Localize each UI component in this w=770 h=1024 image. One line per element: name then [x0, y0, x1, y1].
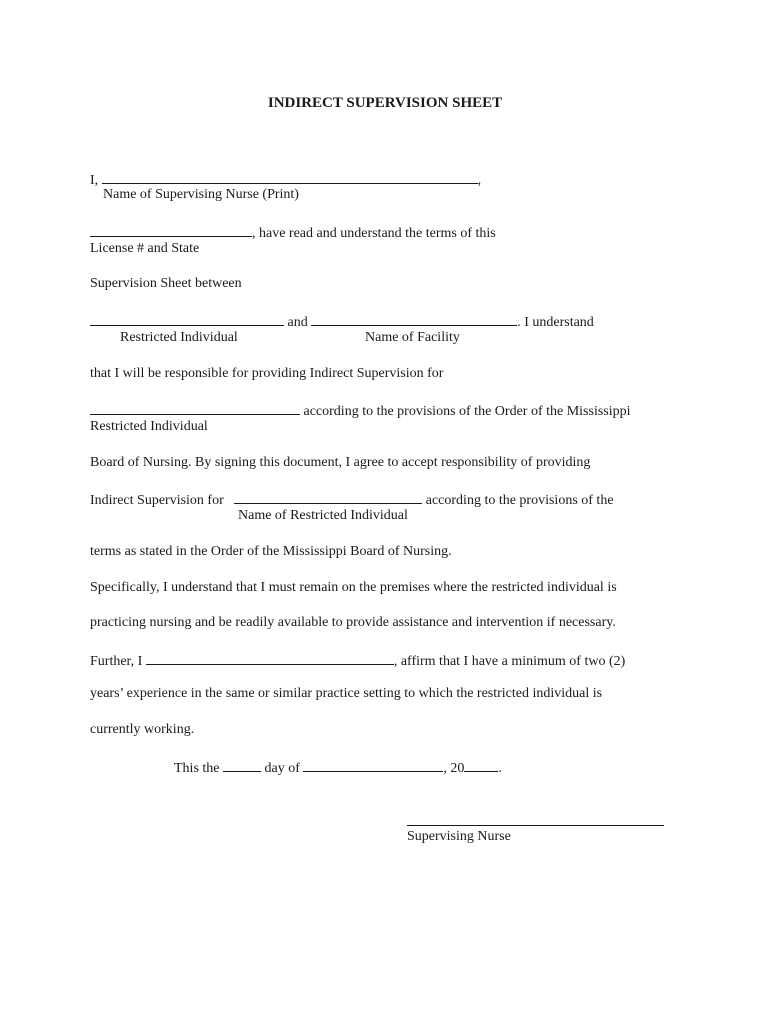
line8-prefix: Indirect Supervision for: [90, 493, 224, 508]
supervision-between-text: Supervision Sheet between: [90, 276, 242, 291]
line4-and: and: [287, 315, 308, 330]
responsibility-text: that I will be responsible for providing Indirect Supervision for: [90, 366, 444, 381]
individual-facility-row: [90, 312, 594, 331]
signature-line[interactable]: [407, 825, 664, 826]
day-field[interactable]: [223, 758, 261, 772]
facility-name-field[interactable]: [311, 312, 517, 326]
supervising-nurse-name-field[interactable]: [102, 170, 478, 184]
license-number-field[interactable]: [90, 223, 252, 237]
license-caption: License # and State: [90, 241, 200, 256]
signature-caption: Supervising Nurse: [407, 829, 511, 844]
restricted-individual-caption-2: Restricted Individual: [90, 419, 208, 434]
experience-text: years’ experience in the same or similar practice setting to which the restricted individual is: [90, 686, 603, 701]
supervising-nurse-caption: Name of Supervising Nurse (Print): [103, 187, 299, 202]
order-terms-text: terms as stated in the Order of the Mississippi Board of Nursing.: [90, 544, 452, 559]
line2-suffix: , have read and understand the terms of this: [252, 226, 496, 241]
affirmation-row: [90, 651, 625, 670]
board-of-nursing-text: Board of Nursing. By signing this document, I agree to accept responsibility of providing: [90, 455, 591, 470]
premises-text: Specifically, I understand that I must remain on the premises where the restricted individual is: [90, 580, 617, 595]
line1-suffix: ,: [477, 173, 482, 188]
year-field[interactable]: [464, 758, 498, 772]
document-title: INDIRECT SUPERVISION SHEET: [267, 95, 503, 111]
restricted-individual-row: [90, 401, 631, 420]
currently-working-text: currently working.: [90, 722, 195, 737]
date-end: .: [498, 761, 502, 776]
restricted-individual-name-field[interactable]: [234, 490, 422, 504]
line8-suffix: according to the provisions of the: [425, 493, 614, 508]
year-prefix: , 20: [443, 761, 465, 776]
restricted-individual-name-caption: Name of Restricted Individual: [238, 508, 408, 523]
indirect-supervision-row: [90, 490, 614, 509]
line6-suffix: according to the provisions of the Order of the Mississippi: [303, 404, 631, 419]
line12-suffix: , affirm that I have a minimum of two (2): [393, 654, 626, 669]
facility-caption: Name of Facility: [365, 330, 460, 345]
affirming-nurse-field[interactable]: [146, 651, 394, 665]
line4-suffix: . I understand: [517, 315, 594, 330]
month-field[interactable]: [303, 758, 443, 772]
line1-prefix: I,: [90, 173, 99, 188]
license-row: [90, 223, 496, 242]
day-of-label: day of: [264, 761, 300, 776]
line12-prefix: Further, I: [90, 654, 143, 669]
availability-text: practicing nursing and be readily available to provide assistance and intervention if necessary.: [90, 615, 616, 630]
restricted-individual-field-2[interactable]: [90, 401, 300, 415]
restricted-individual-field[interactable]: [90, 312, 284, 326]
restricted-individual-caption: Restricted Individual: [120, 330, 238, 345]
date-row: [174, 758, 502, 777]
date-prefix: This the: [174, 761, 220, 776]
